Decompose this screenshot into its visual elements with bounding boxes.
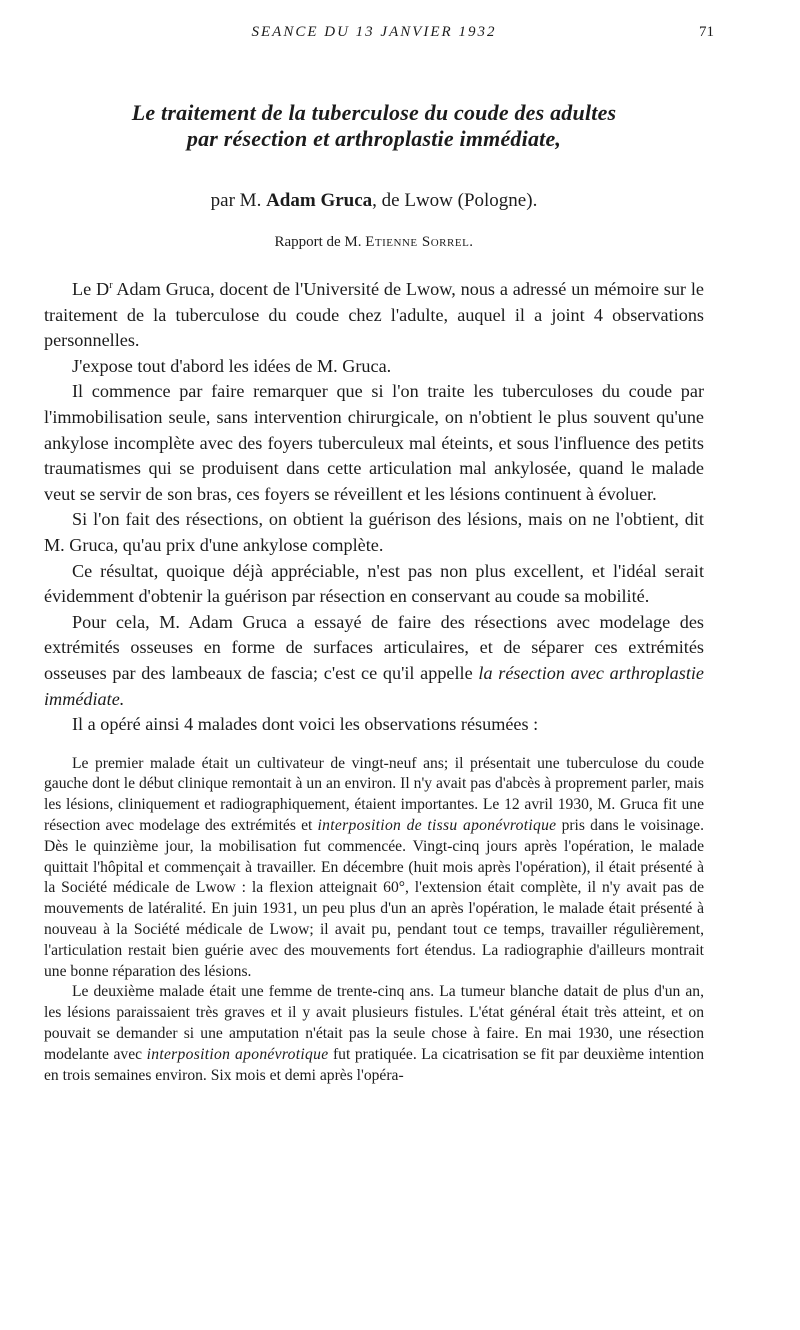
paragraph: Si l'on fait des résections, on obtient la guérison des lésions, mais on ne l'obtient, dit M. Gruca, qu'au prix d'une ankylose complète. [44,509,704,555]
paragraph: Il commence par faire remarquer que si l'on traite les tuberculoses du coude par l'immobilisation seule, sans intervention chirurgicale, on n'obtient le plus souvent qu'une ankylose incomplète avec des foyers tuberculeux mal éteints, et sous l'influence des petits traumatismes qui se produisent dans cette articulation mal ankylosée, quand le malade veut se servir de son bras, ces foyers se réveillent et les lésions continuent à évoluer. [44,381,704,504]
observations [44,754,704,1087]
paragraph: J'expose tout d'abord les idées de M. Gruca. [72,355,392,376]
running-head-title: SEANCE DU 13 JANVIER 1932 [251,24,497,40]
author-prefix: par M. [210,190,267,211]
article-title [44,100,704,152]
emphasis: la résection avec arthroplastie immédiate. [44,662,704,709]
report-line [44,234,704,251]
paragraph: Il a opéré ainsi 4 malades dont voici les observations résumées : [72,714,539,735]
observation-text: Le premier malade était un cultivateur de vingt-neuf ans; il présentait une tuberculose du coude gauche dont le début clinique remontait à un an environ. Il n'y avait pas d'abcès à proprement parler, mais les lésions, cliniquement et radiographiquement, étaient importantes. Le 12 avril 1930, M. Gruca fit une résection avec modelage des extrémités et [44,754,704,835]
report-prefix: Rapport de M. [274,234,362,250]
reporter-name: Etienne Sorrel. [365,234,474,250]
article-title-line-2: par résection et arthroplastie immédiate, [186,126,562,151]
observation-2 [44,982,704,1086]
paragraph-text: Le D [72,279,110,299]
body-text [44,277,704,738]
paragraph-text: Pour cela, M. Adam Gruca a essayé de faire des résections avec modelage des extrémités osseuses en forme de surfaces articulaires, et de séparer ces extrémités osseuses par des lambeaux de fascia; c'est ce qu'il appelle [44,611,704,683]
author-name: Adam Gruca [266,190,373,211]
superscript: r [109,279,113,291]
paragraph [44,277,704,354]
paragraph: Ce résultat, quoique déjà appréciable, n'est pas non plus excellent, et l'idéal serait évidemment d'obtenir la guérison par résection en conservant au coude sa mobilité. [44,560,704,607]
running-head [44,18,714,48]
author-line [44,190,704,212]
observation-text: Le deuxième malade était une femme de trente-cinq ans. La tumeur blanche datait de plus d'un an, les lésions paraissaient très graves et il y avait plusieurs fistules. L'état général était très atteint, et on pouvait se demander si une amputation n'était pas la seule chose à faire. En mai 1930, une résection modelante avec [44,983,704,1063]
observation-text: pris dans le voisinage. Dès le quinzième jour, la mobilisation fut commencée. Vingt-cinq jours après l'opération, le malade quittait l'hôpital et commençait à travailler. En décembre (huit mois après l'opération), il était présenté à la Société médicale de Lwow : la flexion atteignait 60°, l'extension était complète, il n'y avait pas de mouvements de latéralité. En juin 1931, un peu plus d'un an après l'opération, le malade était présenté à nouveau à la Société médicale de Lwow; il avait pu, pendant tout ce temps, travailler régulièrement, l'articulation restait bien guérie avec des mouvements fort étendus. La radiographie d'ailleurs montrait une bonne réparation des lésions. [44,817,704,980]
paragraph [44,610,704,712]
observation-1 [44,754,704,983]
article-title-line-1: Le traitement de la tuberculose du coude des adultes [131,100,617,125]
observation-text: fut pratiquée. La cicatrisation se fit par deuxième intention en trois semaines environ. Six mois et demi après l'opéra- [44,1045,704,1084]
page-number: 71 [699,24,714,40]
emphasis: interposition de tissu aponévrotique [317,817,557,835]
paragraph-text: Adam Gruca, docent de l'Université de Lwow, nous a adressé un mémoire sur le traitement de la tuberculose du coude chez l'adulte, auquel il a joint 4 observations personnelles. [44,279,704,351]
page [44,18,714,1086]
emphasis: interposition aponévrotique [146,1045,329,1063]
author-suffix: , de Lwow (Pologne). [372,190,538,211]
